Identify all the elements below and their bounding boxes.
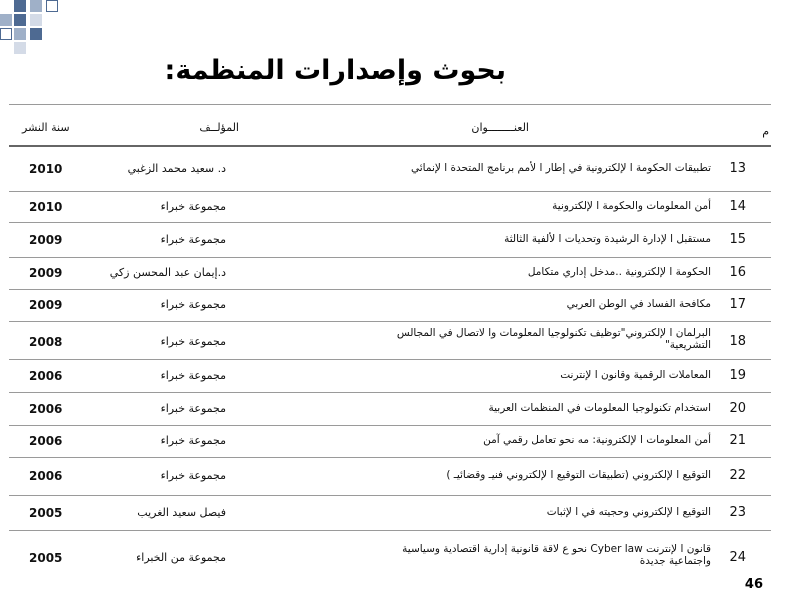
- row-title: مستقبل ا لإدارة الرشيدة وتحديات ا لألفية الثالثة: [504, 233, 711, 245]
- row-author: مجموعة من الخبراء: [136, 551, 226, 564]
- row-author: د.إيمان عبد المحسن زكي: [109, 266, 226, 279]
- row-index: 14: [729, 199, 746, 214]
- row-author: مجموعة خبراء: [160, 233, 226, 246]
- table-row: [9, 321, 771, 359]
- page-number: 46: [744, 577, 763, 592]
- row-author: مجموعة خبراء: [160, 335, 226, 348]
- table-row: [9, 289, 771, 321]
- table-row: [9, 495, 771, 530]
- table-top-rule: [9, 104, 771, 105]
- row-year: 2010: [29, 162, 63, 176]
- row-title: التوقيع ا لإلكتروني وحجيته في ا لإثبات: [546, 506, 711, 518]
- row-title: أمن المعلومات والحكومة ا لإلكترونية: [552, 200, 711, 212]
- header-index: م: [762, 125, 769, 138]
- row-index: 13: [729, 161, 746, 176]
- header-year: سنة النشر: [22, 121, 70, 134]
- decor-square: [14, 42, 26, 54]
- header-title: العنــــــــوان: [471, 121, 529, 134]
- row-author: مجموعة خبراء: [160, 469, 226, 482]
- row-index: 16: [729, 265, 746, 280]
- row-index: 24: [729, 550, 746, 565]
- row-index: 18: [729, 334, 746, 349]
- row-year: 2010: [29, 200, 63, 214]
- row-year: 2005: [29, 551, 63, 565]
- row-title: المعاملات الرقمية وقانون ا لإنترنت: [560, 369, 711, 381]
- row-title: قانون ا لإنترنت Cyber law نحو ع لاقة قانونية إدارية اقتصادية وسياسية: [402, 543, 711, 555]
- row-author: فيصل سعيد الغريب: [137, 506, 226, 519]
- row-title: مكافحة الفساد في الوطن العربي: [566, 298, 711, 310]
- table-row: [9, 425, 771, 457]
- slide-title: بحوث وإصدارات المنظمة:: [164, 55, 506, 86]
- decor-square: [0, 28, 12, 40]
- row-author: مجموعة خبراء: [160, 298, 226, 311]
- row-title-line2: التشريعية": [664, 339, 711, 351]
- decor-square: [0, 14, 12, 26]
- decor-square: [14, 14, 26, 26]
- row-year: 2006: [29, 469, 63, 483]
- row-index: 21: [729, 433, 746, 448]
- table-row: [9, 392, 771, 425]
- row-year: 2009: [29, 298, 63, 312]
- row-year: 2006: [29, 402, 63, 416]
- row-author: مجموعة خبراء: [160, 200, 226, 213]
- row-title: استخدام تكنولوجيا المعلومات في المنظمات العربية: [488, 402, 711, 414]
- row-author: د. سعيد محمد الزغبي: [127, 162, 226, 175]
- row-title: التوقيع ا لإلكتروني (تطبيقات التوقيع ا لإلكتروني فنيـ وقضائيـ ): [446, 469, 711, 481]
- table-row: [9, 530, 771, 582]
- row-index: 23: [729, 505, 746, 520]
- row-title: أمن المعلومات ا لإلكترونية: مه نحو تعامل رقمي آمن: [483, 434, 711, 446]
- decor-square: [46, 0, 58, 12]
- row-author: مجموعة خبراء: [160, 402, 226, 415]
- row-title-line2: واجتماعية جديدة: [639, 555, 711, 567]
- row-year: 2009: [29, 233, 63, 247]
- row-year: 2008: [29, 335, 63, 349]
- row-year: 2006: [29, 369, 63, 383]
- decor-square: [14, 28, 26, 40]
- row-title: الحكومة ا لإلكترونية ..مدخل إداري متكامل: [527, 266, 711, 278]
- table-row: [9, 147, 771, 191]
- row-index: 19: [729, 368, 746, 383]
- row-index: 22: [729, 468, 746, 483]
- row-title: البرلمان ا لإلكتروني"توظيف تكنولوجيا المعلومات وا لاتصال في المجالس: [396, 327, 711, 339]
- decor-square: [14, 0, 26, 12]
- decor-square: [30, 28, 42, 40]
- header-author: المؤلــف: [199, 121, 239, 134]
- row-year: 2006: [29, 434, 63, 448]
- row-index: 20: [729, 401, 746, 416]
- row-title: تطبيقات الحكومة ا لإلكترونية في إطار ا لأمم برنامج المتحدة ا لإنمائي: [411, 162, 711, 174]
- table-row: [9, 257, 771, 289]
- table-row: [9, 457, 771, 495]
- decor-square: [30, 14, 42, 26]
- row-index: 15: [729, 232, 746, 247]
- table-row: [9, 222, 771, 257]
- row-index: 17: [729, 297, 746, 312]
- table-row: [9, 191, 771, 222]
- decor-square: [30, 0, 42, 12]
- row-year: 2005: [29, 506, 63, 520]
- row-year: 2009: [29, 266, 63, 280]
- row-author: مجموعة خبراء: [160, 369, 226, 382]
- table-row: [9, 359, 771, 392]
- row-author: مجموعة خبراء: [160, 434, 226, 447]
